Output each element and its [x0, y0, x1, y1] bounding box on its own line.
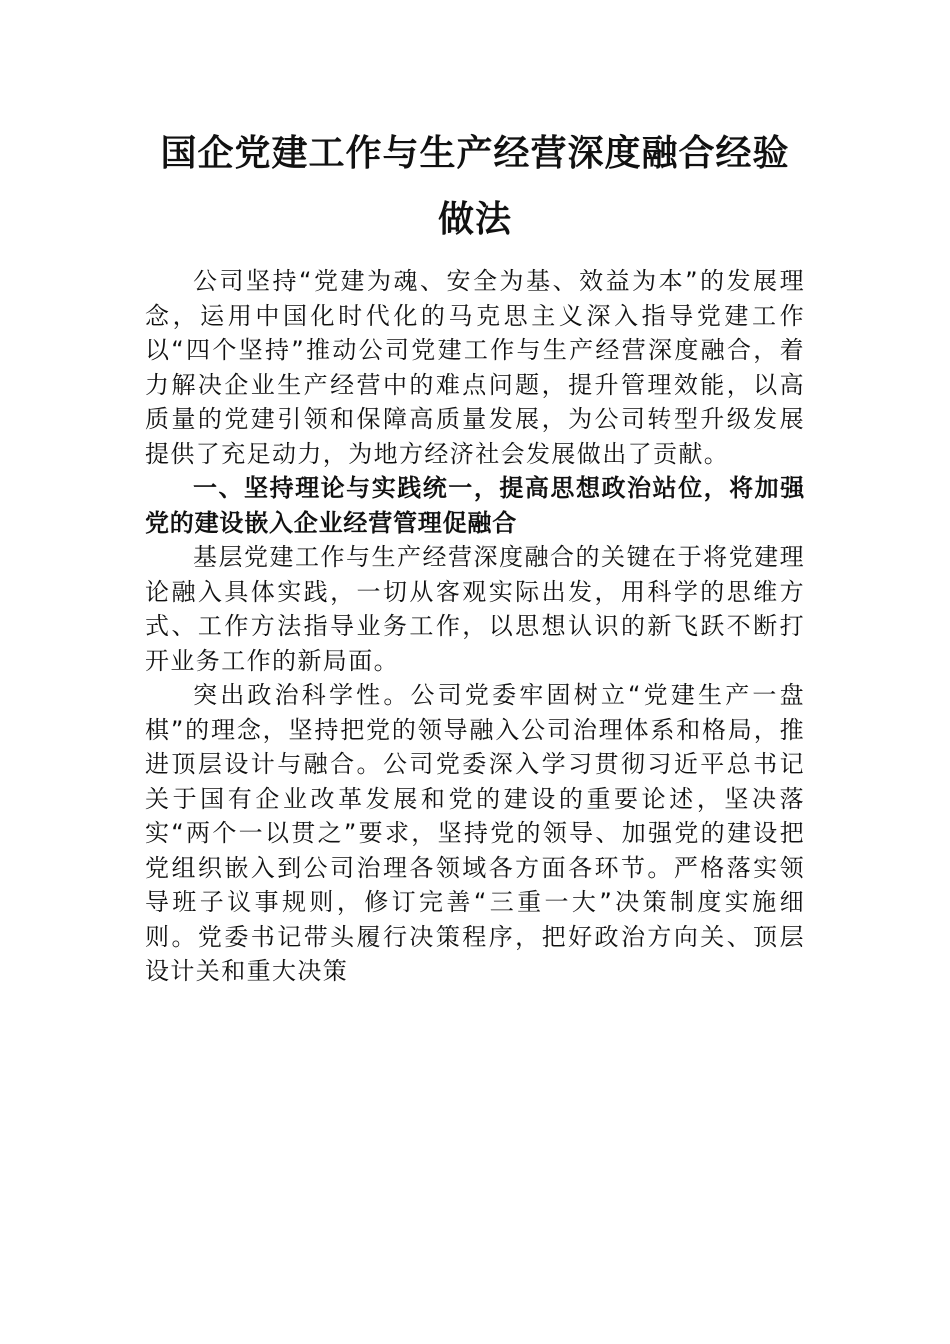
intro-paragraph: 公司坚持“党建为魂、安全为基、效益为本”的发展理念，运用中国化时代化的马克思主义深入指导党建工作以“四个坚持”推动公司党建工作与生产经营深度融合，着力解决企业生产经营中的难点问题，提升管理效能，以高质量的党建引领和保障高质量发展，为公司转型升级发展提供了充足动力，为地方经济社会发展做出了贡献。	[145, 267, 805, 468]
document-content	[145, 120, 805, 989]
body-paragraph-2: 突出政治科学性。公司党委牢固树立“党建生产一盘棋”的理念，坚持把党的领导融入公司治理体系和格局，推进顶层设计与融合。公司党委深入学习贯彻习近平总书记关于国有企业改革发展和党的建设的重要论述，坚决落实“两个一以贯之”要求，坚持党的领导、加强党的建设把党组织嵌入到公司治理各领域各方面各环节。严格落实领导班子议事规则，修订完善“三重一大”决策制度实施细则。党委书记带头履行决策程序，把好政治方向关、顶层设计关和重大决策	[145, 681, 805, 985]
body-paragraph-1: 基层党建工作与生产经营深度融合的关键在于将党建理论融入具体实践，一切从客观实际出发，用科学的思维方式、工作方法指导业务工作，以思想认识的新飞跃不断打开业务工作的新局面。	[145, 543, 805, 675]
section-heading-1: 一、坚持理论与实践统一，提高思想政治站位，将加强党的建设嵌入企业经营管理促融合	[145, 474, 805, 537]
document-body	[145, 264, 805, 989]
document-title: 国企党建工作与生产经营深度融合经验做法	[160, 132, 790, 240]
